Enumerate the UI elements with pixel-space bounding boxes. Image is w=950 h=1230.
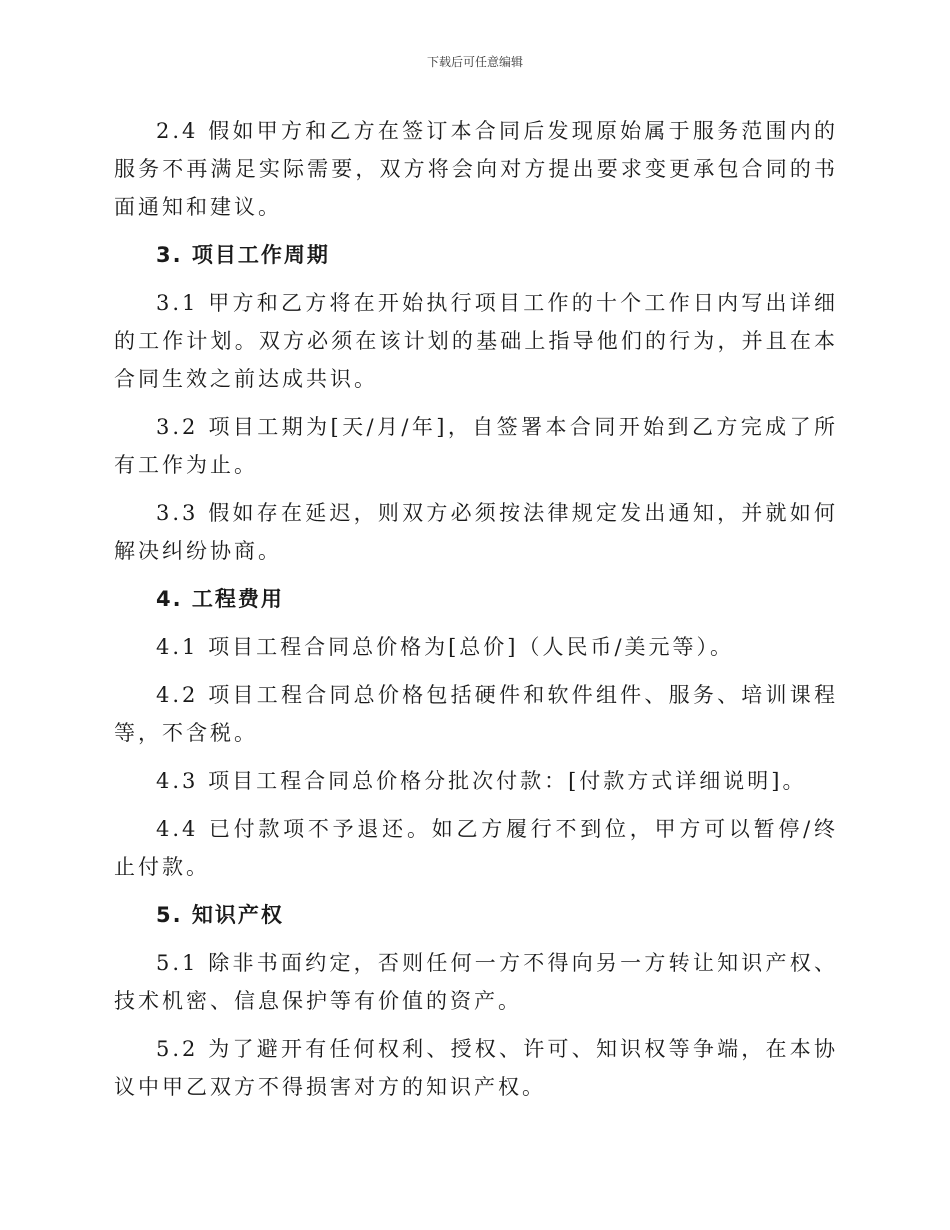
section-heading-4: 4. 工程费用 [156,587,284,611]
paragraph-5-1: 5.1 除非书面约定，否则任何一方不得向另一方转让知识产权、技术机密、信息保护等有价值的资产。 [114,951,838,1013]
document-body [114,112,838,1116]
paragraph-5-2: 5.2 为了避开有任何权利、授权、许可、知识权等争端，在本协议中甲乙双方不得损害对方的知识产权。 [114,1037,838,1099]
paragraph-4-1: 4.1 项目工程合同总价格为[总价]（人民币/美元等）。 [156,635,735,659]
paragraph-4-3: 4.3 项目工程合同总价格分批次付款：[付款方式详细说明]。 [156,769,807,793]
paragraph-4-4: 4.4 已付款项不予退还。如乙方履行不到位，甲方可以暂停/终止付款。 [114,817,838,879]
paragraph-2-4: 2.4 假如甲方和乙方在签订本合同后发现原始属于服务范围内的服务不再满足实际需要，双方将会向对方提出要求变更承包合同的书面通知和建议。 [114,119,838,219]
paragraph-3-2: 3.2 项目工期为[天/月/年]，自签署本合同开始到乙方完成了所有工作为止。 [114,415,838,477]
page-header: 下载后可任意编辑 [426,55,523,69]
section-heading-3: 3. 项目工作周期 [156,243,330,267]
section-heading-5: 5. 知识产权 [156,903,284,927]
paragraph-3-3: 3.3 假如存在延迟，则双方必须按法律规定发出通知，并就如何解决纠纷协商。 [114,501,838,563]
paragraph-4-2: 4.2 项目工程合同总价格包括硬件和软件组件、服务、培训课程等，不含税。 [114,683,838,745]
paragraph-3-1: 3.1 甲方和乙方将在开始执行项目工作的十个工作日内写出详细的工作计划。双方必须在该计划的基础上指导他们的行为，并且在本合同生效之前达成共识。 [114,291,838,391]
